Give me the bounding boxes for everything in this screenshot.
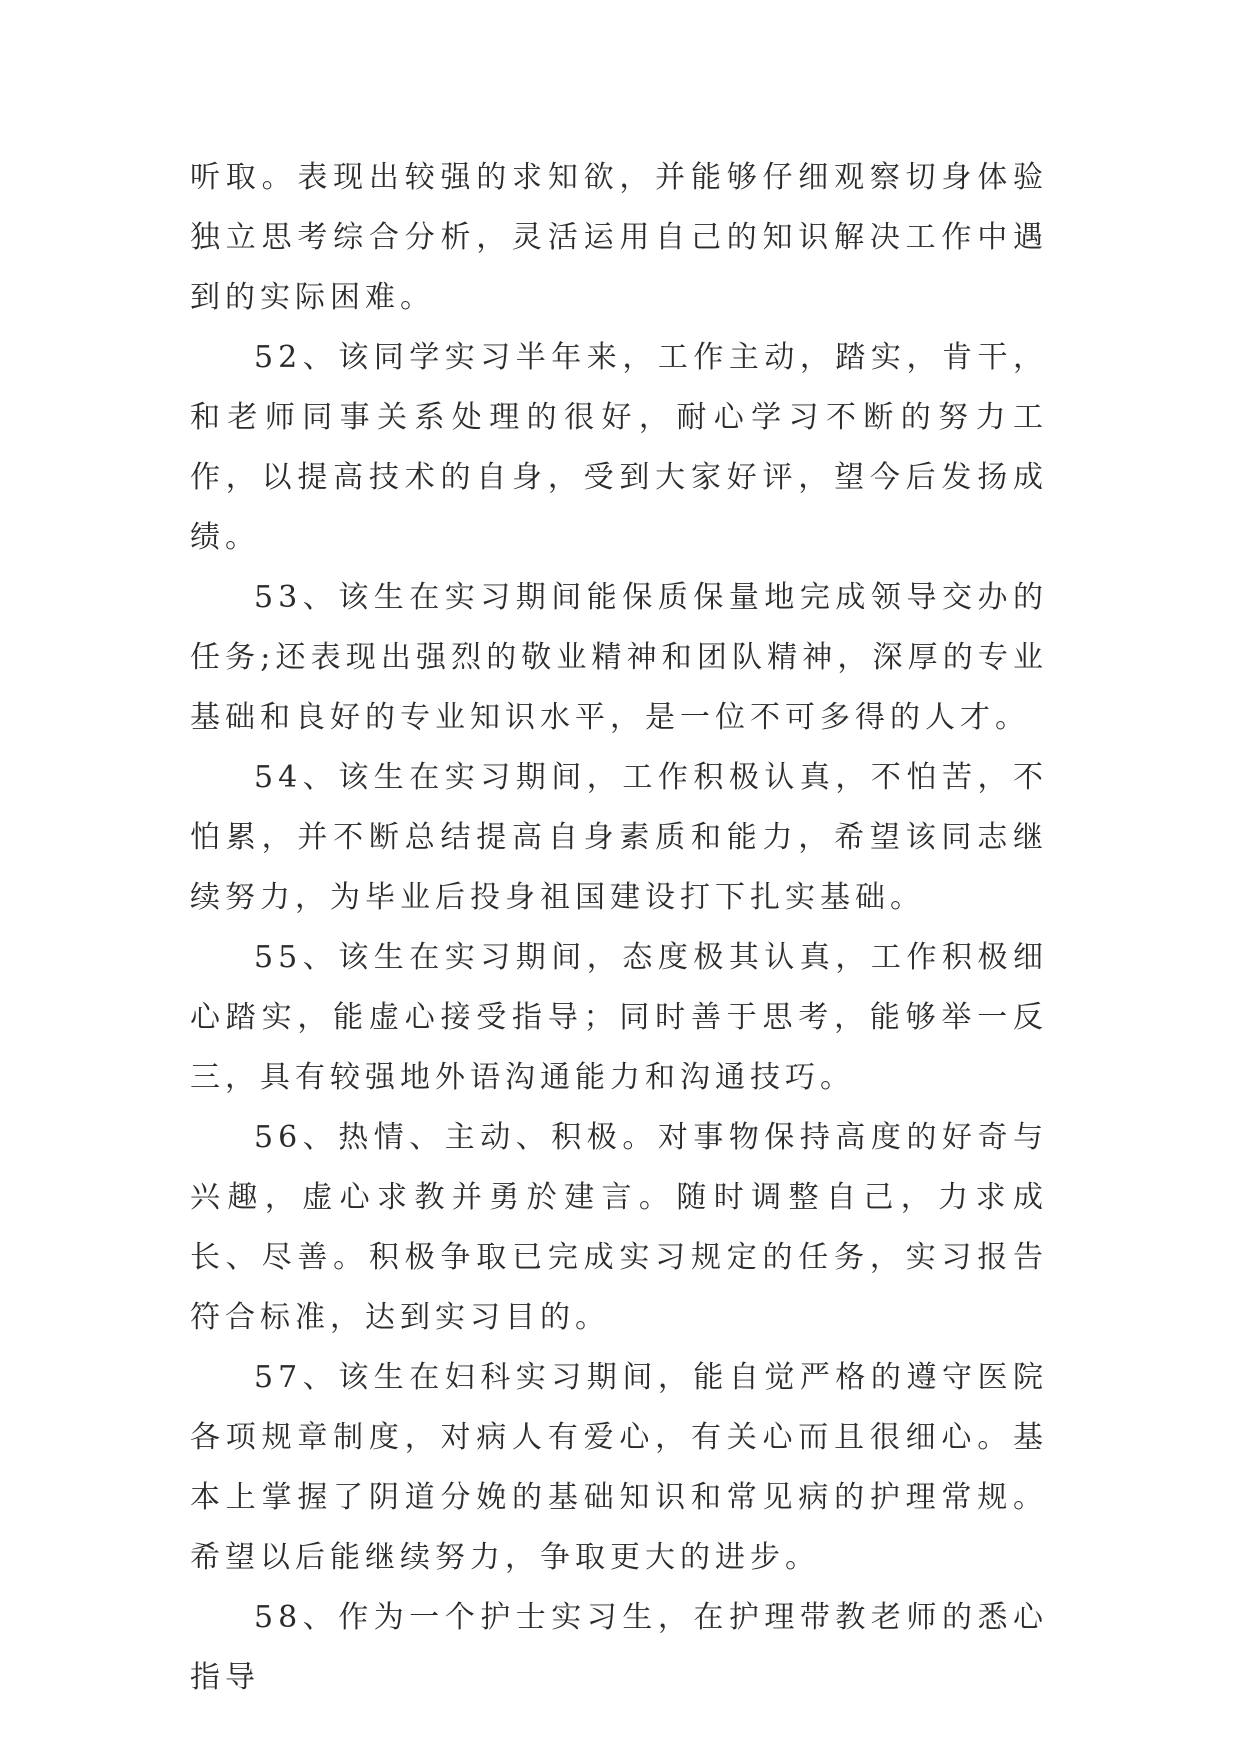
paragraph-58: 58、作为一个护士实习生，在护理带教老师的悉心指导	[190, 1600, 1048, 1695]
paragraph-57: 57、该生在妇科实习期间，能自觉严格的遵守医院各项规章制度，对病人有爱心，有关心而且很细心。基本上掌握了阴道分娩的基础知识和常见病的护理常规。希望以后能继续努力，争取更大的进步。	[190, 1360, 1048, 1575]
paragraph-55: 55、该生在实习期间，态度极其认真，工作积极细心踏实，能虚心接受指导；同时善于思考，能够举一反三，具有较强地外语沟通能力和沟通技巧。	[190, 940, 1048, 1095]
paragraph-52: 52、该同学实习半年来，工作主动，踏实，肯干，和老师同事关系处理的很好，耐心学习不断的努力工作，以提高技术的自身，受到大家好评，望今后发扬成绩。	[190, 340, 1048, 555]
paragraph-continuation: 听取。表现出较强的求知欲，并能够仔细观察切身体验独立思考综合分析，灵活运用自己的知识解决工作中遇到的实际困难。	[190, 160, 1048, 315]
paragraph-53: 53、该生在实习期间能保质保量地完成领导交办的任务;还表现出强烈的敬业精神和团队精神，深厚的专业基础和良好的专业知识水平，是一位不可多得的人才。	[190, 580, 1048, 735]
paragraph-56: 56、热情、主动、积极。对事物保持高度的好奇与兴趣，虚心求教并勇於建言。随时调整自己，力求成长、尽善。积极争取已完成实习规定的任务，实习报告符合标准，达到实习目的。	[190, 1120, 1048, 1335]
paragraph-54: 54、该生在实习期间，工作积极认真，不怕苦，不怕累，并不断总结提高自身素质和能力，希望该同志继续努力，为毕业后投身祖国建设打下扎实基础。	[190, 760, 1048, 915]
document-body	[190, 148, 1048, 1708]
